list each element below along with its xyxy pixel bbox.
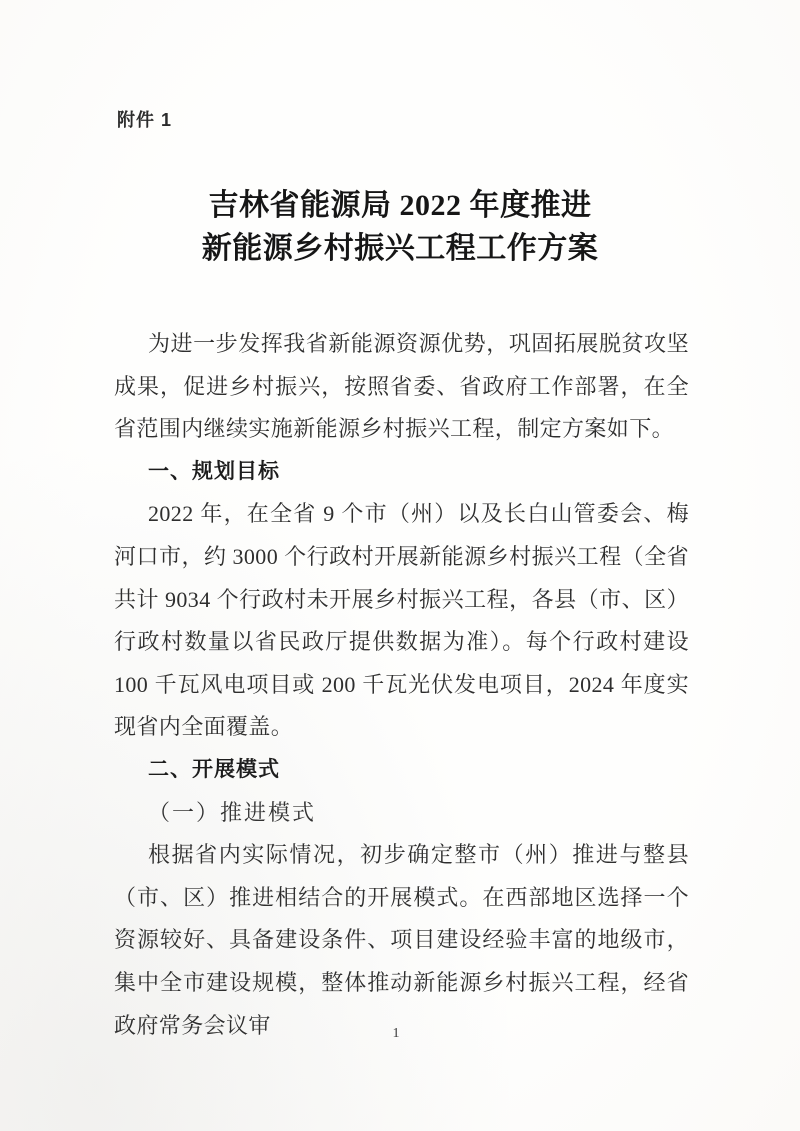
section-1-paragraph: 2022 年，在全省 9 个市（州）以及长白山管委会、梅河口市，约 3000 个行政村开展新能源乡村振兴工程（全省共计 9034 个行政村未开展乡村振兴工程，各县（市、区）行政村数量以省民政厅提供数据为准）。每个行政村建设 100 千瓦风电项目或 200 千瓦光伏发电项目，2024 年度实现省内全面覆盖。 (114, 501, 689, 740)
document-title-line-2: 新能源乡村振兴工程工作方案 (201, 232, 599, 265)
section-2-subheading: （一）推进模式 (148, 799, 317, 825)
attachment-label: 附件 1 (117, 110, 173, 130)
document-body (114, 323, 689, 1047)
section-2-paragraph: 根据省内实际情况，初步确定整市（州）推进与整县（市、区）推进相结合的开展模式。在西部地区选择一个资源较好、具备建设条件、项目建设经验丰富的地级市，集中全市建设规模，整体推动新能源乡村振兴工程，经省政府常务会议审 (114, 842, 689, 1038)
section-1-heading: 一、规划目标 (148, 459, 280, 483)
document-title (50, 184, 750, 270)
intro-paragraph: 为进一步发挥我省新能源资源优势，巩固拓展脱贫攻坚成果，促进乡村振兴，按照省委、省政府工作部署，在全省范围内继续实施新能源乡村振兴工程，制定方案如下。 (114, 331, 689, 442)
page-number: 1 (392, 1026, 400, 1041)
section-2-heading: 二、开展模式 (148, 757, 280, 781)
document-title-line-1: 吉林省能源局 2022 年度推进 (208, 189, 592, 222)
